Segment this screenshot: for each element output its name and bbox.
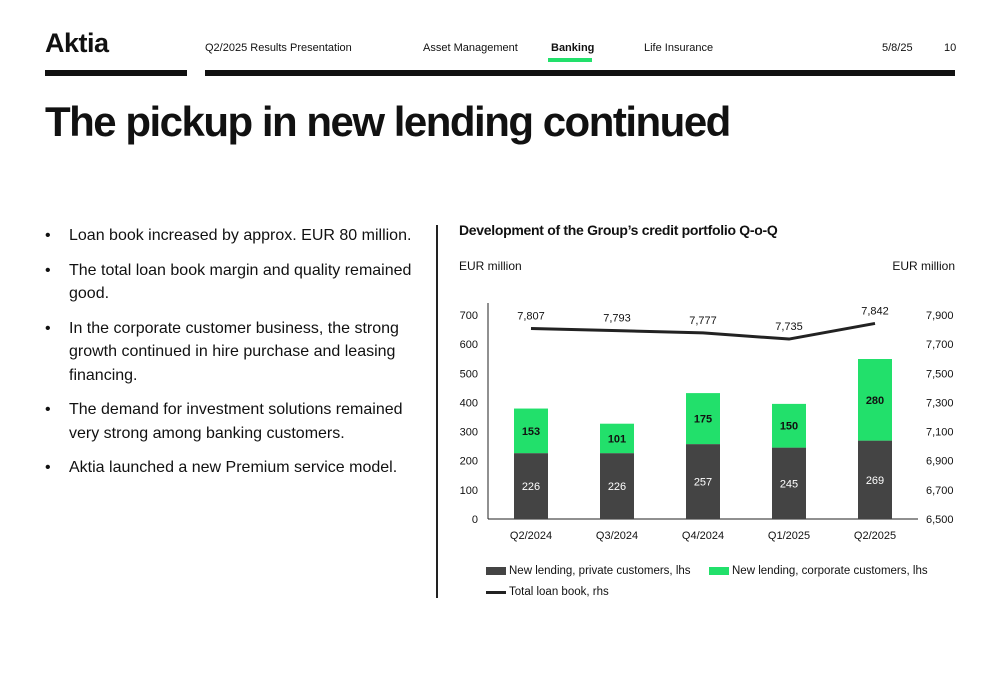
y-right-tick-label: 7,100	[926, 426, 954, 439]
presentation-name: Q2/2025 Results Presentation	[205, 42, 352, 54]
legend-swatch-loan-book	[486, 591, 506, 594]
line-data-label: 7,735	[775, 321, 803, 334]
nav-banking[interactable]: Banking	[551, 42, 595, 54]
x-tick-label: Q2/2025	[853, 530, 897, 542]
y-left-tick-label: 400	[459, 397, 478, 410]
nav-life-insurance[interactable]: Life Insurance	[644, 42, 714, 54]
bar-label-private: 269	[865, 474, 885, 487]
y-left-tick-label: 700	[459, 310, 478, 322]
bar-label-private: 226	[607, 481, 627, 494]
y-right-tick-label: 6,500	[926, 514, 954, 526]
line-data-label: 7,793	[603, 312, 631, 325]
header-rule	[205, 70, 955, 76]
logo-underline	[45, 70, 187, 76]
legend-item-private	[486, 565, 691, 577]
y-right-tick-label: 7,500	[926, 368, 954, 381]
legend-item-corporate	[709, 565, 928, 577]
credit-portfolio-chart	[440, 285, 980, 555]
slide-date: 5/8/25	[882, 42, 913, 54]
line-data-label: 7,807	[517, 310, 545, 323]
nav-asset-management[interactable]: Asset Management	[423, 42, 518, 54]
column-divider	[436, 225, 438, 598]
bullet-item: • The total loan book margin and quality remained good.	[45, 259, 415, 306]
bar-label-private: 257	[693, 476, 713, 489]
legend-label-private: New lending, private customers, lhs	[509, 565, 691, 577]
bar-label-private: 245	[779, 478, 799, 491]
bullet-list	[45, 224, 415, 491]
legend-label-corporate: New lending, corporate customers, lhs	[732, 565, 928, 577]
y-right-tick-label: 6,700	[926, 484, 954, 497]
slide-title: The pickup in new lending continued	[45, 98, 730, 145]
y-left-tick-label: 300	[459, 426, 478, 439]
bar-label-corporate: 101	[607, 433, 627, 446]
legend-swatch-private	[486, 567, 506, 575]
bar-label-private: 226	[521, 481, 541, 494]
bullet-item: • In the corporate customer business, the strong growth continued in hire purchase and leasing financing.	[45, 317, 415, 388]
x-tick-label: Q3/2024	[595, 530, 639, 542]
left-axis-unit: EUR million	[459, 259, 522, 273]
y-left-tick-label: 600	[459, 339, 478, 352]
y-right-tick-label: 7,700	[926, 339, 954, 352]
bar-label-corporate: 153	[521, 425, 541, 438]
bar-label-corporate: 175	[693, 413, 713, 426]
y-right-tick-label: 6,900	[926, 455, 954, 468]
bar-label-corporate: 150	[779, 420, 799, 433]
aktia-logo: Aktia	[45, 28, 109, 58]
right-axis-unit: EUR million	[892, 259, 955, 273]
x-tick-label: Q2/2024	[509, 530, 553, 542]
page-number: 10	[944, 42, 957, 54]
y-left-tick-label: 500	[459, 368, 478, 381]
legend-swatch-corporate	[709, 567, 729, 575]
x-tick-label: Q1/2025	[767, 530, 811, 542]
active-section-indicator	[548, 58, 592, 62]
y-left-tick-label: 200	[459, 455, 478, 468]
legend-label-loan-book: Total loan book, rhs	[509, 586, 609, 598]
bullet-item: • Loan book increased by approx. EUR 80 million.	[45, 224, 415, 248]
y-left-tick-label: 0	[471, 514, 478, 526]
x-tick-label: Q4/2024	[681, 530, 725, 542]
line-data-label: 7,777	[689, 314, 717, 327]
chart-title: Development of the Group’s credit portfolio Q-o-Q	[459, 222, 778, 238]
y-right-tick-label: 7,900	[926, 310, 954, 322]
bullet-item: • The demand for investment solutions remained very strong among banking customers.	[45, 398, 415, 445]
y-left-tick-label: 100	[459, 484, 478, 497]
bullet-item: • Aktia launched a new Premium service model.	[45, 456, 415, 480]
y-right-tick-label: 7,300	[926, 397, 954, 410]
legend-item-loan-book	[486, 586, 609, 598]
bar-label-corporate: 280	[865, 394, 885, 407]
line-data-label: 7,842	[861, 305, 889, 318]
